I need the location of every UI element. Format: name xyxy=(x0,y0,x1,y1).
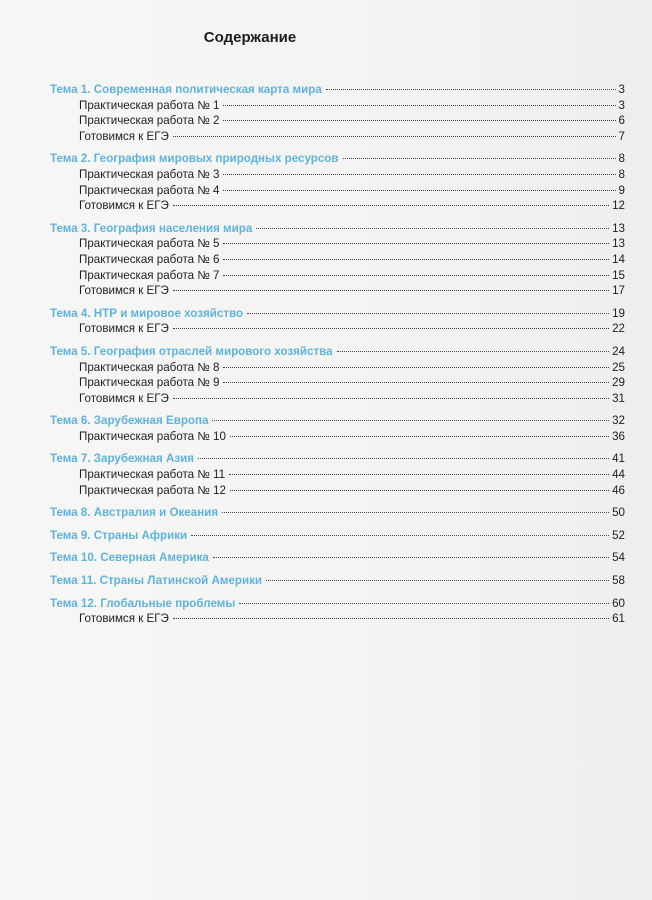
toc-topic-title: Тема 7. Зарубежная Азия xyxy=(50,452,195,466)
toc-entry-title: Практическая работа № 5 xyxy=(79,237,220,251)
section-gap xyxy=(50,144,625,151)
toc-page-number: 44 xyxy=(612,468,625,482)
toc-page-number: 3 xyxy=(618,83,625,96)
dot-leader xyxy=(223,381,609,383)
toc-entry-title: Готовимся к ЕГЭ xyxy=(79,129,169,143)
dot-leader xyxy=(191,534,609,536)
toc-topic-row[interactable] xyxy=(50,82,625,98)
dot-leader xyxy=(229,473,609,475)
dot-leader xyxy=(223,173,615,175)
toc-entry-title: Готовимся к ЕГЭ xyxy=(79,391,169,405)
section-gap xyxy=(50,566,625,573)
toc-entry-row[interactable] xyxy=(50,183,625,199)
toc-page-number: 31 xyxy=(612,391,625,405)
toc-entry-row[interactable] xyxy=(50,268,625,284)
dot-leader xyxy=(223,119,615,121)
dot-leader xyxy=(266,579,609,581)
dot-leader xyxy=(256,227,609,229)
toc-page-number: 7 xyxy=(618,129,625,143)
toc-page-number: 54 xyxy=(612,551,625,565)
toc-topic-title: Тема 8. Австралия и Океания xyxy=(50,506,219,520)
section-gap xyxy=(50,543,625,550)
dot-leader xyxy=(173,327,609,329)
toc-page-number: 8 xyxy=(618,152,625,166)
toc-page-number: 8 xyxy=(618,167,625,181)
section-gap xyxy=(50,444,625,451)
toc-topic-row[interactable] xyxy=(50,306,625,322)
toc-entry-title: Практическая работа № 2 xyxy=(79,114,220,128)
dot-leader xyxy=(239,602,609,604)
toc-page-number: 60 xyxy=(612,596,625,610)
section-gap xyxy=(50,299,625,306)
toc-entry-title: Практическая работа № 8 xyxy=(79,360,220,374)
toc-entry-row[interactable] xyxy=(50,198,625,214)
toc-topic-row[interactable] xyxy=(50,151,625,167)
page-title: Содержание xyxy=(203,29,297,46)
toc-page-number: 6 xyxy=(618,114,625,128)
toc-entry-row[interactable] xyxy=(50,375,625,391)
dot-leader xyxy=(212,419,609,421)
toc-page-number: 52 xyxy=(612,528,625,542)
section-gap xyxy=(50,498,625,505)
dot-leader xyxy=(173,397,609,399)
toc-topic-row[interactable] xyxy=(50,550,625,566)
toc-entry-title: Практическая работа № 11 xyxy=(79,468,226,482)
toc-entry-row[interactable] xyxy=(50,98,625,114)
toc-page-number: 12 xyxy=(612,199,625,213)
toc-topic-row[interactable] xyxy=(50,344,625,360)
dot-leader xyxy=(247,312,609,314)
section-gap xyxy=(50,589,625,596)
toc-entry-row[interactable] xyxy=(50,252,625,268)
toc-entry-title: Практическая работа № 4 xyxy=(79,183,220,197)
toc-topic-row[interactable] xyxy=(50,596,625,612)
toc-topic-row[interactable] xyxy=(50,505,625,521)
toc-page-number: 25 xyxy=(612,360,625,374)
toc-topic-title: Тема 5. География отраслей мирового хозяйства xyxy=(50,344,333,358)
toc-entry-title: Готовимся к ЕГЭ xyxy=(79,284,169,298)
toc-entry-title: Практическая работа № 1 xyxy=(79,98,220,112)
dot-leader xyxy=(223,189,615,191)
toc-topic-title: Тема 12. Глобальные проблемы xyxy=(50,596,236,610)
toc-entry-row[interactable] xyxy=(50,467,625,483)
toc-entry-row[interactable] xyxy=(50,113,625,129)
toc-entry-row[interactable] xyxy=(50,321,625,337)
toc-page-number: 58 xyxy=(612,574,625,588)
toc-entry-title: Практическая работа № 6 xyxy=(79,252,220,266)
toc-page-number: 22 xyxy=(612,322,625,336)
toc-page-number: 9 xyxy=(618,183,625,197)
toc-entry-title: Готовимся к ЕГЭ xyxy=(79,199,169,213)
toc-entry-title: Практическая работа № 10 xyxy=(79,429,226,443)
toc-page-number: 29 xyxy=(612,376,625,390)
toc-entry-title: Практическая работа № 7 xyxy=(79,268,220,282)
dot-leader xyxy=(223,242,609,244)
toc-topic-title: Тема 9. Страны Африки xyxy=(50,528,188,542)
toc-topic-title: Тема 4. НТР и мировое хозяйство xyxy=(50,306,244,320)
dot-leader xyxy=(343,157,616,159)
toc-entry-row[interactable] xyxy=(50,167,625,183)
section-gap xyxy=(50,337,625,344)
toc-entry-row[interactable] xyxy=(50,483,625,499)
dot-leader xyxy=(230,435,609,437)
toc-topic-title: Тема 1. Современная политическая карта мира xyxy=(50,83,322,96)
toc-entry-row[interactable] xyxy=(50,129,625,145)
toc-topic-title: Тема 10. Северная Америка xyxy=(50,551,209,565)
toc-topic-row[interactable] xyxy=(50,573,625,589)
toc-topic-title: Тема 6. Зарубежная Европа xyxy=(50,414,209,428)
toc-page-number: 32 xyxy=(612,414,625,428)
section-gap xyxy=(50,521,625,528)
toc-page-number: 17 xyxy=(612,284,625,298)
toc-entry-row[interactable] xyxy=(50,391,625,407)
dot-leader xyxy=(173,617,609,619)
toc-entry-title: Практическая работа № 12 xyxy=(79,483,226,497)
toc-entry-row[interactable] xyxy=(50,611,625,627)
toc-topic-row[interactable] xyxy=(50,528,625,544)
toc-entry-title: Практическая работа № 9 xyxy=(79,376,220,390)
toc-page-number: 36 xyxy=(612,429,625,443)
toc-entry-title: Практическая работа № 3 xyxy=(79,167,220,181)
toc-page-number: 13 xyxy=(612,221,625,235)
dot-leader xyxy=(173,135,616,137)
toc-entry-title: Готовимся к ЕГЭ xyxy=(79,322,169,336)
toc-page-number: 50 xyxy=(612,506,625,520)
toc-entry-row[interactable] xyxy=(50,283,625,299)
dot-leader xyxy=(173,289,609,291)
toc-topic-title: Тема 3. География населения мира xyxy=(50,221,253,235)
toc-page-number: 24 xyxy=(612,344,625,358)
dot-leader xyxy=(173,204,609,206)
dot-leader xyxy=(223,104,615,106)
toc-entry-row[interactable] xyxy=(50,236,625,252)
toc-topic-title: Тема 11. Страны Латинской Америки xyxy=(50,574,263,588)
toc-page-number: 15 xyxy=(612,268,625,282)
section-gap xyxy=(50,406,625,413)
toc-entry-title: Готовимся к ЕГЭ xyxy=(79,612,169,626)
toc-page-number: 61 xyxy=(612,612,625,626)
toc-entry-row[interactable] xyxy=(50,360,625,376)
dot-leader xyxy=(223,366,609,368)
dot-leader xyxy=(223,258,609,260)
toc-page-number: 14 xyxy=(612,252,625,266)
section-gap xyxy=(50,214,625,221)
toc-page-number: 3 xyxy=(618,98,625,112)
toc-topic-title: Тема 2. География мировых природных ресурсов xyxy=(50,152,339,166)
dot-leader xyxy=(326,88,616,90)
toc-page-number: 13 xyxy=(612,237,625,251)
toc-topic-row[interactable] xyxy=(50,413,625,429)
dot-leader xyxy=(337,350,610,352)
dot-leader xyxy=(222,511,609,513)
toc-topic-row[interactable] xyxy=(50,451,625,467)
dot-leader xyxy=(213,556,609,558)
toc-entry-row[interactable] xyxy=(50,429,625,445)
toc-page-number: 19 xyxy=(612,306,625,320)
dot-leader xyxy=(198,457,609,459)
toc-topic-row[interactable] xyxy=(50,221,625,237)
dot-leader xyxy=(230,489,609,491)
dot-leader xyxy=(223,274,609,276)
toc-page-number: 41 xyxy=(612,452,625,466)
table-of-contents xyxy=(50,82,625,627)
toc-page-number: 46 xyxy=(612,483,625,497)
